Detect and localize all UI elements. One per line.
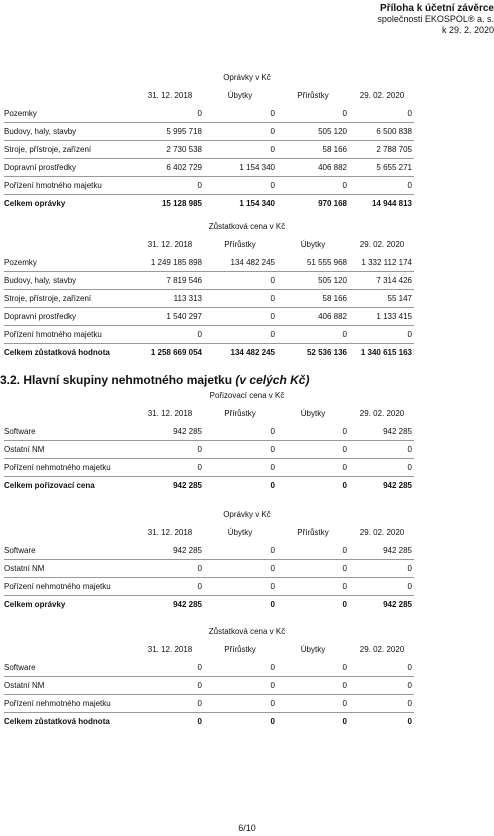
row-separator — [4, 140, 414, 141]
table-row — [0, 127, 494, 138]
column-header: 29. 02. 2020 — [359, 409, 405, 418]
row-value: 0 — [270, 276, 275, 285]
row-value: 942 285 — [173, 427, 202, 436]
row-value: 0 — [197, 699, 202, 708]
row-value: 0 — [197, 582, 202, 591]
row-value: 406 882 — [318, 312, 347, 321]
row-label: Pozemky — [4, 258, 37, 267]
table-row — [0, 546, 494, 557]
row-separator — [4, 559, 414, 560]
row-value: 0 — [270, 600, 275, 609]
column-header: Přírůstky — [224, 409, 256, 418]
row-separator — [4, 307, 414, 308]
column-header: Přírůstky — [297, 91, 329, 100]
row-value: 0 — [407, 717, 412, 726]
row-label: Celkem oprávky — [4, 600, 66, 609]
row-separator — [4, 158, 414, 159]
row-value: 51 555 968 — [306, 258, 347, 267]
table-row — [0, 294, 494, 305]
row-value: 1 154 340 — [239, 163, 275, 172]
row-value: 14 944 813 — [371, 199, 412, 208]
column-header: Úbytky — [300, 645, 326, 654]
row-label: Ostatní NM — [4, 564, 45, 573]
row-separator — [4, 194, 414, 195]
row-value: 0 — [270, 330, 275, 339]
column-header: 29. 02. 2020 — [359, 91, 405, 100]
row-value: 0 — [270, 145, 275, 154]
column-header: 31. 12. 2018 — [147, 240, 193, 249]
row-value: 0 — [342, 181, 347, 190]
row-value: 0 — [342, 600, 347, 609]
table-row — [0, 181, 494, 192]
row-value: 942 285 — [383, 427, 412, 436]
row-value: 0 — [197, 445, 202, 454]
row-separator — [4, 271, 414, 272]
row-value: 1 258 669 054 — [150, 348, 202, 357]
row-value: 0 — [342, 564, 347, 573]
row-separator — [4, 712, 414, 713]
row-separator — [4, 289, 414, 290]
table-caption: Zůstatková cena v Kč — [208, 222, 286, 231]
row-value: 6 402 729 — [166, 163, 202, 172]
row-value: 0 — [407, 445, 412, 454]
table-row — [0, 564, 494, 575]
row-value: 5 655 271 — [376, 163, 412, 172]
row-value: 0 — [270, 717, 275, 726]
row-separator — [4, 440, 414, 441]
row-value: 0 — [407, 181, 412, 190]
row-value: 505 120 — [318, 127, 347, 136]
row-value: 942 285 — [173, 546, 202, 555]
row-value: 0 — [270, 564, 275, 573]
row-label: Software — [4, 663, 36, 672]
table-row — [0, 109, 494, 120]
table-row — [0, 699, 494, 710]
row-value: 0 — [342, 330, 347, 339]
row-value: 0 — [342, 681, 347, 690]
row-separator — [4, 577, 414, 578]
row-label: Stroje, přístroje, zařízení — [4, 294, 92, 303]
column-header: 31. 12. 2018 — [147, 409, 193, 418]
row-separator — [4, 325, 414, 326]
column-header: Přírůstky — [297, 528, 329, 537]
table-caption: Pořizovací cena v Kč — [209, 391, 285, 400]
section-title-text: 3.2. Hlavní skupiny nehmotného majetku — [0, 373, 233, 387]
row-value: 0 — [197, 330, 202, 339]
row-value: 0 — [270, 681, 275, 690]
row-value: 0 — [270, 109, 275, 118]
header-line-3: k 29. 2. 2020 — [441, 25, 494, 35]
column-header: Úbytky — [227, 91, 253, 100]
row-value: 1 133 415 — [376, 312, 412, 321]
row-value: 55 147 — [387, 294, 412, 303]
table-row — [0, 427, 494, 438]
row-label: Stroje, přístroje, zařízení — [4, 145, 92, 154]
row-value: 0 — [407, 564, 412, 573]
row-value: 0 — [197, 463, 202, 472]
row-value: 0 — [270, 312, 275, 321]
table-row — [0, 276, 494, 287]
row-value: 0 — [270, 463, 275, 472]
table-row — [0, 330, 494, 341]
row-value: 0 — [270, 445, 275, 454]
row-value: 52 536 136 — [306, 348, 347, 357]
row-value: 942 285 — [173, 481, 202, 490]
row-value: 0 — [407, 681, 412, 690]
column-header: 29. 02. 2020 — [359, 645, 405, 654]
row-value: 1 332 112 174 — [361, 258, 412, 267]
section-unit: (v celých Kč) — [235, 373, 310, 387]
column-header: Přírůstky — [224, 645, 256, 654]
column-header: Úbytky — [227, 528, 253, 537]
table-row — [0, 681, 494, 692]
row-label: Pořízení hmotného majetku — [4, 330, 102, 339]
row-value: 0 — [270, 294, 275, 303]
table-row — [0, 163, 494, 174]
document-header — [334, 3, 494, 36]
row-value: 942 285 — [173, 600, 202, 609]
table-total-row — [0, 348, 494, 359]
row-value: 0 — [407, 663, 412, 672]
column-header: 31. 12. 2018 — [147, 528, 193, 537]
row-value: 1 540 297 — [166, 312, 202, 321]
row-label: Pozemky — [4, 109, 37, 118]
column-header: Úbytky — [300, 409, 326, 418]
table-caption: Oprávky v Kč — [223, 510, 271, 519]
table-header-row — [0, 528, 494, 539]
row-value: 6 500 838 — [376, 127, 412, 136]
row-label: Budovy, haly, stavby — [4, 276, 77, 285]
row-value: 0 — [197, 663, 202, 672]
row-value: 0 — [342, 663, 347, 672]
row-value: 0 — [197, 564, 202, 573]
row-value: 0 — [407, 699, 412, 708]
row-value: 0 — [342, 546, 347, 555]
table-header-row — [0, 645, 494, 656]
row-value: 0 — [197, 681, 202, 690]
row-value: 942 285 — [383, 546, 412, 555]
row-value: 406 882 — [318, 163, 347, 172]
row-value: 0 — [342, 427, 347, 436]
row-value: 0 — [197, 181, 202, 190]
row-label: Celkem zůstatková hodnota — [4, 348, 110, 357]
table-caption: Zůstatková cena v Kč — [208, 627, 286, 636]
row-value: 58 166 — [322, 145, 347, 154]
row-value: 505 120 — [318, 276, 347, 285]
table-caption: Oprávky v Kč — [223, 73, 271, 82]
table-row — [0, 463, 494, 474]
row-value: 942 285 — [383, 481, 412, 490]
row-value: 134 482 245 — [230, 348, 275, 357]
row-label: Ostatní NM — [4, 445, 45, 454]
row-label: Budovy, haly, stavby — [4, 127, 77, 136]
table-header-row — [0, 91, 494, 102]
row-label: Pořízení nehmotného majetku — [4, 699, 111, 708]
row-value: 0 — [270, 699, 275, 708]
table-row — [0, 258, 494, 269]
row-value: 970 168 — [318, 199, 347, 208]
table-total-row — [0, 199, 494, 210]
row-value: 1 340 615 163 — [360, 348, 412, 357]
row-label: Dopravní prostředky — [4, 163, 77, 172]
row-label: Software — [4, 546, 36, 555]
row-value: 0 — [342, 481, 347, 490]
row-value: 0 — [342, 582, 347, 591]
row-label: Pořízení hmotného majetku — [4, 181, 102, 190]
row-value: 113 313 — [173, 294, 202, 303]
row-value: 0 — [197, 109, 202, 118]
table-total-row — [0, 600, 494, 611]
row-value: 0 — [342, 717, 347, 726]
column-header: 29. 02. 2020 — [359, 240, 405, 249]
column-header: 31. 12. 2018 — [147, 645, 193, 654]
row-label: Pořízení nehmotného majetku — [4, 463, 111, 472]
table-total-row — [0, 481, 494, 492]
row-separator — [4, 122, 414, 123]
row-separator — [4, 176, 414, 177]
row-label: Celkem zůstatková hodnota — [4, 717, 110, 726]
row-label: Celkem pořizovací cena — [4, 481, 95, 490]
row-value: 0 — [407, 582, 412, 591]
row-label: Pořízení nehmotného majetku — [4, 582, 111, 591]
row-value: 0 — [270, 127, 275, 136]
table-row — [0, 663, 494, 674]
row-value: 7 819 546 — [166, 276, 202, 285]
row-value: 58 166 — [322, 294, 347, 303]
row-separator — [4, 676, 414, 677]
column-header: Úbytky — [300, 240, 326, 249]
row-separator — [4, 343, 414, 344]
row-value: 7 314 426 — [376, 276, 412, 285]
row-value: 134 482 245 — [230, 258, 275, 267]
row-value: 0 — [342, 445, 347, 454]
table-row — [0, 582, 494, 593]
row-value: 0 — [407, 330, 412, 339]
row-value: 0 — [342, 463, 347, 472]
table-header-row — [0, 240, 494, 251]
row-value: 0 — [270, 546, 275, 555]
row-label: Software — [4, 427, 36, 436]
row-value: 0 — [342, 109, 347, 118]
row-value: 0 — [270, 582, 275, 591]
table-row — [0, 312, 494, 323]
header-line-1: Příloha k účetní závěrce — [380, 3, 494, 14]
row-label: Dopravní prostředky — [4, 312, 77, 321]
row-value: 2 788 705 — [376, 145, 412, 154]
row-value: 1 154 340 — [239, 199, 275, 208]
column-header: 29. 02. 2020 — [359, 528, 405, 537]
row-value: 1 249 185 898 — [150, 258, 202, 267]
row-value: 0 — [197, 717, 202, 726]
table-row — [0, 445, 494, 456]
column-header: 31. 12. 2018 — [147, 91, 193, 100]
row-value: 2 730 538 — [166, 145, 202, 154]
row-separator — [4, 595, 414, 596]
row-value: 942 285 — [383, 600, 412, 609]
row-label: Ostatní NM — [4, 681, 45, 690]
row-value: 0 — [270, 427, 275, 436]
row-value: 0 — [407, 109, 412, 118]
header-line-2: společnosti EKOSPOL® a. s. — [377, 14, 494, 24]
column-header: Přírůstky — [224, 240, 256, 249]
table-total-row — [0, 717, 494, 728]
row-label: Celkem oprávky — [4, 199, 66, 208]
row-value: 5 995 718 — [166, 127, 202, 136]
row-value: 0 — [270, 663, 275, 672]
row-separator — [4, 476, 414, 477]
row-separator — [4, 458, 414, 459]
row-value: 0 — [270, 481, 275, 490]
page-number: 6/10 — [238, 823, 256, 833]
row-value: 0 — [270, 181, 275, 190]
row-value: 0 — [342, 699, 347, 708]
section-title — [0, 373, 309, 387]
table-header-row — [0, 409, 494, 420]
row-value: 15 128 985 — [161, 199, 202, 208]
table-row — [0, 145, 494, 156]
row-value: 0 — [407, 463, 412, 472]
row-separator — [4, 694, 414, 695]
